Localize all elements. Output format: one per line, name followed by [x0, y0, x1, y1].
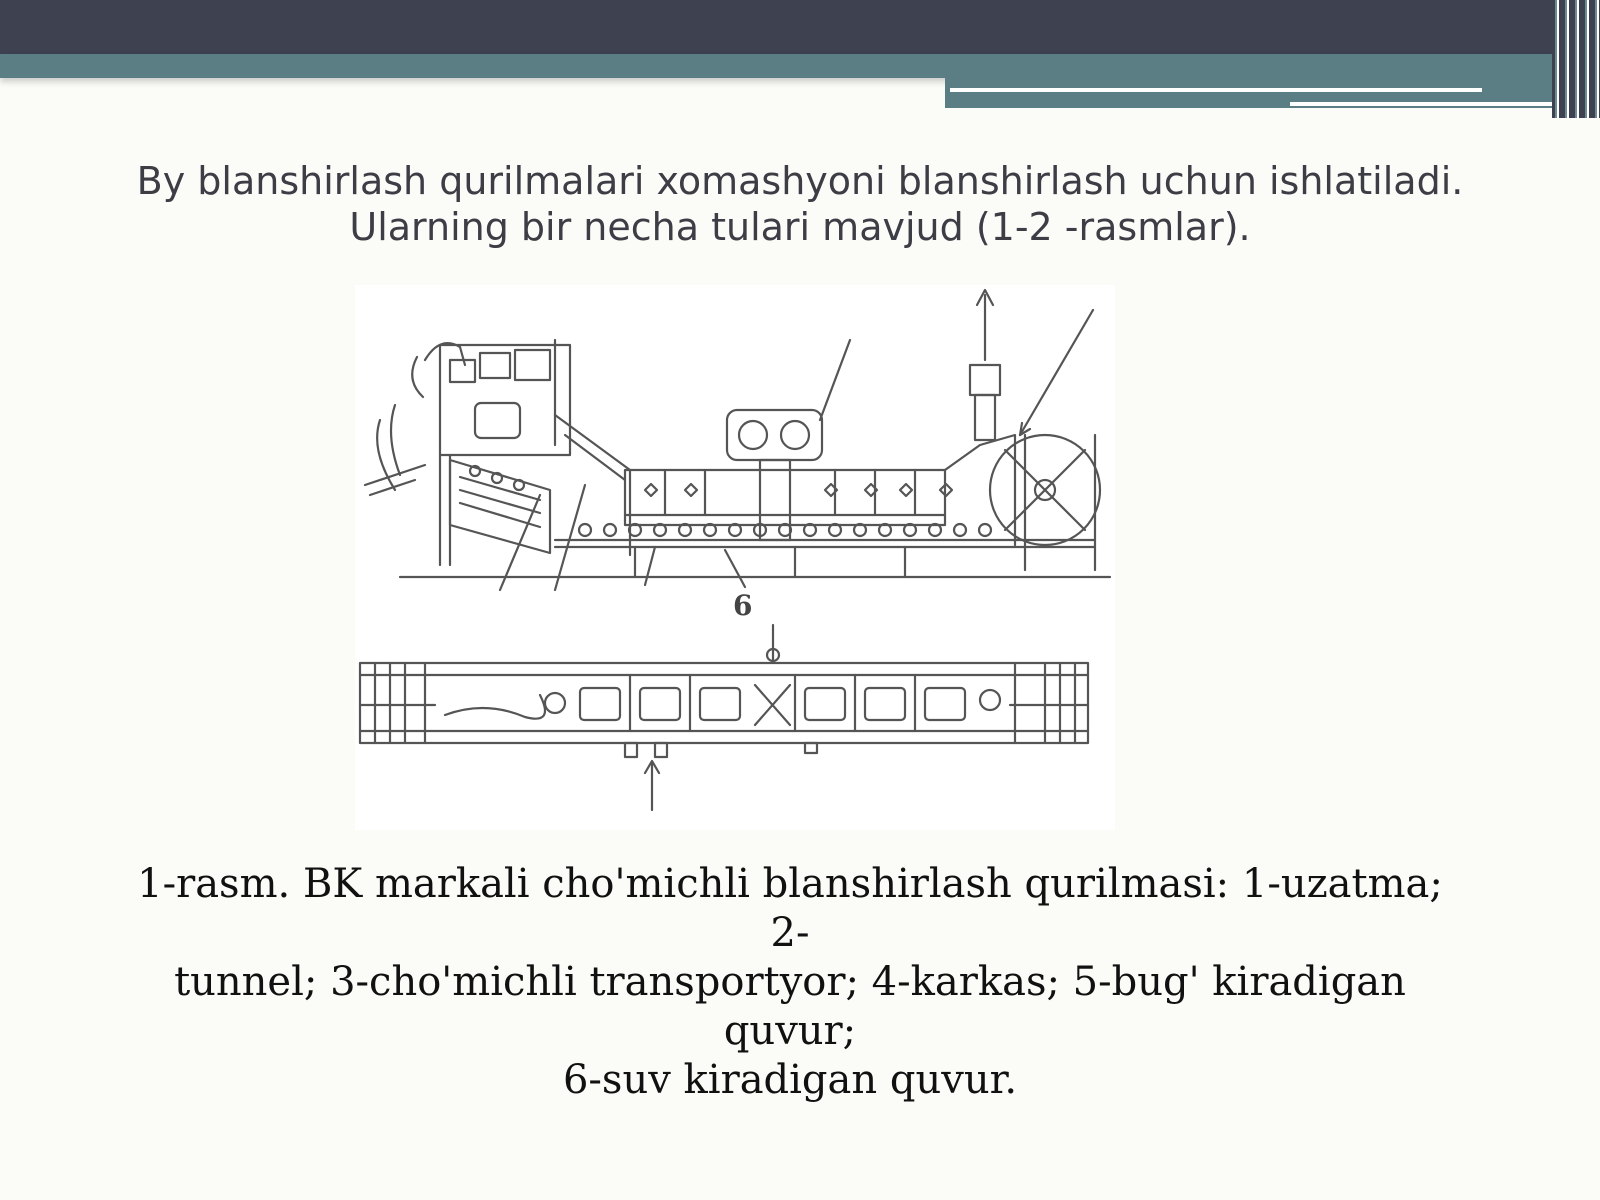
exhaust-pipe	[975, 395, 995, 440]
plan-tunnel-cells	[580, 675, 965, 731]
drive-bracket	[370, 480, 415, 495]
plan-drive	[445, 695, 545, 719]
leader-line	[820, 340, 850, 420]
steam-chamber-window	[739, 421, 767, 449]
leader-line	[1020, 310, 1093, 435]
heading-line: By blanshirlash qurilmalari xomashyoni blanshirlash uchun ishlatiladi.	[136, 159, 1464, 203]
top-header-bar	[0, 0, 1600, 54]
heading-line: Ularning bir necha tulari mavjud (1-2 -rasmlar).	[349, 205, 1251, 249]
header-decor-line	[1290, 102, 1565, 106]
caption-line: tunnel; 3-cho'michli transportyor; 4-karkas; 5-bug' kiradigan quvur;	[174, 959, 1406, 1054]
drive-part	[515, 350, 550, 380]
caption-line: 1-rasm. BK markali cho'michli blanshirlash qurilmasi: 1-uzatma; 2-	[137, 861, 1443, 956]
steam-chamber	[727, 410, 822, 460]
leader-line	[555, 485, 585, 590]
plan-wheel	[980, 690, 1000, 710]
plan-drive-gear	[545, 693, 565, 713]
hood-left-inner	[565, 435, 625, 480]
figure-caption	[120, 860, 1460, 1105]
drive-part	[450, 360, 475, 382]
exhaust-valve	[970, 365, 1000, 395]
steam-chamber-window	[781, 421, 809, 449]
drive-motor	[475, 403, 520, 438]
tunnel-sections	[645, 470, 952, 515]
drive-bracket	[365, 465, 425, 485]
machine-diagram	[355, 285, 1115, 830]
drive-guard	[412, 343, 465, 397]
leader-line	[500, 495, 540, 590]
plan-steam-cross	[755, 685, 790, 725]
leader-line	[645, 547, 655, 585]
leader-line	[725, 550, 745, 587]
caption-line: 6-suv kiradigan quvur.	[562, 1057, 1018, 1103]
plan-water-inlet	[625, 743, 817, 810]
header-decor-line	[950, 88, 1482, 92]
drive-part	[480, 353, 510, 378]
blanching-machine-drawing	[355, 285, 1115, 830]
header-accent-band	[0, 54, 1600, 78]
slide-heading	[90, 158, 1510, 250]
edge-stripes-decor	[1552, 0, 1600, 118]
callout-label-6: 6	[733, 589, 753, 622]
tunnel-body	[625, 470, 945, 525]
